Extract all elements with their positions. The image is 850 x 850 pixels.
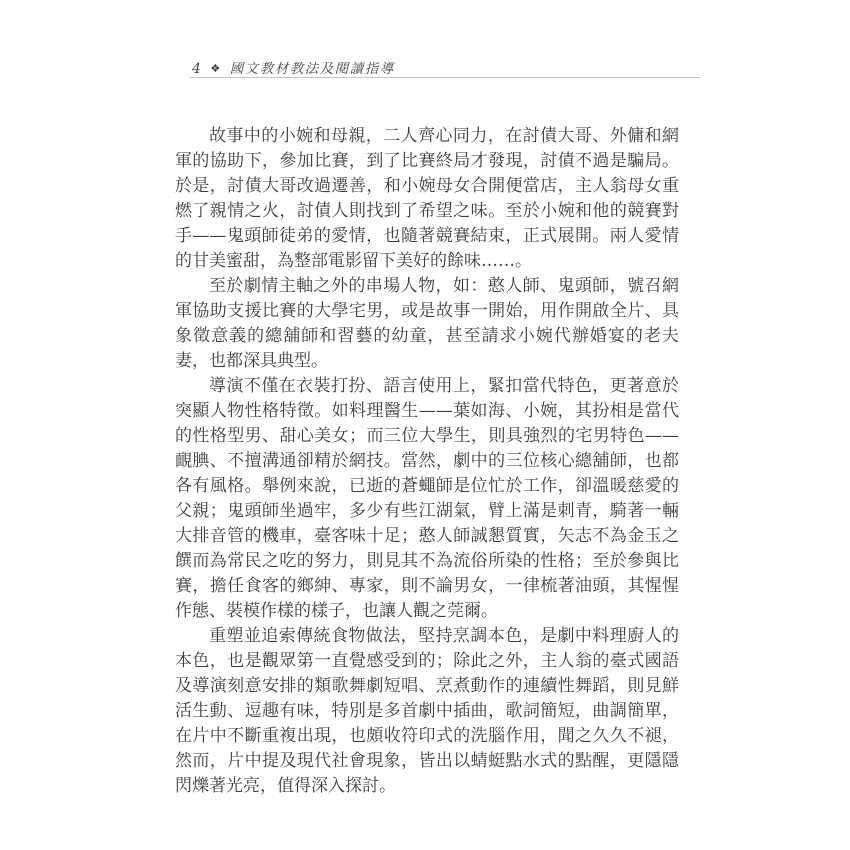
body-text-block bbox=[175, 124, 679, 799]
body-paragraph: 至於劇情主軸之外的串場人物，如：憨人師、鬼頭師，號召網軍協助支援比賽的大學宅男，或是故事一開始，用作開啟全片、具象徵意義的總舖師和習藝的幼童，甚至請求小婉代辦婚宴的老夫妻，也都深具典型。 bbox=[175, 276, 679, 371]
running-header bbox=[192, 57, 395, 77]
page-number: 4 bbox=[192, 61, 202, 77]
body-paragraph: 導演不僅在衣裝打扮、語言使用上，緊扣當代特色，更著意於突顯人物性格特徵。如料理醫生——葉如海、小婉，其扮相是當代的性格型男、甜心美女；而三位大學生，則具強烈的宅男特色——靦腆、不擅溝通卻精於網技。當然，劇中的三位核心總舖師，也都各有風格。舉例來說，已逝的蒼蠅師是位忙於工作，卻溫暖慈愛的父親；鬼頭師坐過牢，多少有些江湖氣，臂上滿是刺青，騎著一輛大排音管的機車，臺客味十足；憨人師誠懇質實，矢志不為金玉之饌而為常民之吃的努力，則見其不為流俗所染的性格；至於參與比賽，擔任食客的鄉紳、專家，則不論男女，一律梳著油頭，其惺惺作態、裝模作樣的樣子，也讓人觀之莞爾。 bbox=[175, 376, 679, 621]
header-rule bbox=[190, 77, 700, 78]
running-title: 國文教材教法及閱讀指導 bbox=[229, 61, 395, 77]
body-paragraph: 重塑並追索傳統食物做法，堅持烹調本色，是劇中料理廚人的本色，也是觀眾第一直覺感受到的；除此之外，主人翁的臺式國語及導演刻意安排的類歌舞劇短唱、烹煮動作的連續性舞蹈，則見鮮活生動、逗趣有味，特別是多首劇中插曲，歌詞簡短，曲調簡單，在片中不斷重複出現，也頗收符印式的洗腦作用，聞之久久不褪，然而，片中提及現代社會現象，皆出以蜻蜓點水式的點醒，更隱隱閃爍著光亮，值得深入探討。 bbox=[175, 626, 679, 796]
diamond-icon: ❖ bbox=[210, 62, 221, 75]
body-paragraph: 故事中的小婉和母親，二人齊心同力，在討債大哥、外傭和網軍的協助下，參加比賽，到了比賽終局才發現，討債不過是騙局。於是，討債大哥改過遷善，和小婉母女合開便當店，主人翁母女重燃了親情之火，討債人則找到了希望之味。至於小婉和他的競賽對手——鬼頭師徒弟的愛情，也隨著競賽結束，正式展開。兩人愛情的甘美蜜甜，為整部電影留下美好的餘味……。 bbox=[175, 126, 679, 271]
